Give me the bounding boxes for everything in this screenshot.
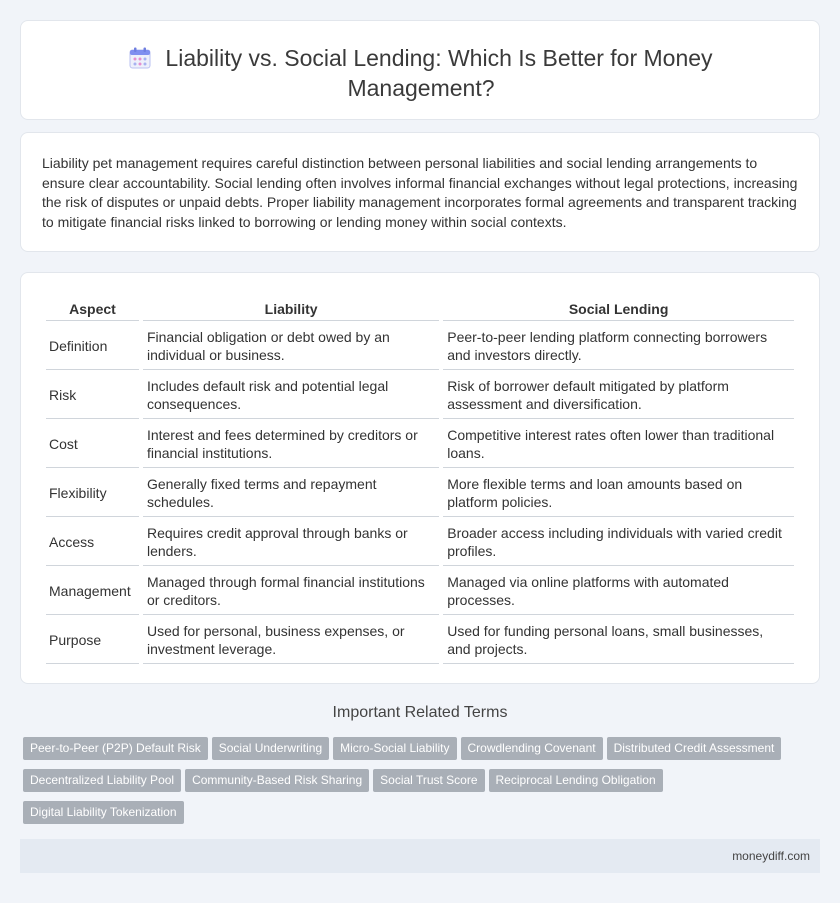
table-row <box>46 615 794 664</box>
liability-cell: Managed through formal financial institutions or creditors. <box>143 566 439 615</box>
page-title <box>21 43 821 103</box>
table-row <box>46 468 794 517</box>
aspect-cell: Purpose <box>46 615 139 664</box>
related-term-tag[interactable]: Crowdlending Covenant <box>461 737 603 760</box>
related-term-tag[interactable]: Social Underwriting <box>212 737 329 760</box>
comparison-table <box>42 295 798 664</box>
related-terms-list <box>23 737 803 833</box>
header-card <box>20 20 820 120</box>
liability-cell: Interest and fees determined by creditors or financial institutions. <box>143 419 439 468</box>
social-lending-cell: More flexible terms and loan amounts based on platform policies. <box>443 468 794 517</box>
related-term-tag[interactable]: Decentralized Liability Pool <box>23 769 181 792</box>
related-term-tag[interactable]: Digital Liability Tokenization <box>23 801 184 824</box>
related-term-tag[interactable]: Peer-to-Peer (P2P) Default Risk <box>23 737 208 760</box>
table-row <box>46 419 794 468</box>
related-term-tag[interactable]: Micro-Social Liability <box>333 737 456 760</box>
liability-cell: Requires credit approval through banks or lenders. <box>143 517 439 566</box>
related-term-tag[interactable]: Social Trust Score <box>373 769 484 792</box>
related-term-tag[interactable]: Distributed Credit Assessment <box>607 737 782 760</box>
aspect-cell: Access <box>46 517 139 566</box>
social-lending-cell: Peer-to-peer lending platform connecting borrowers and investors directly. <box>443 321 794 370</box>
intro-paragraph: Liability pet management requires careful distinction between personal liabilities and social lending arrangements to ensure clear accountability. Social lending often involves informal financial exchanges without legal protections, increasing the risk of disputes or unpaid debts. Proper liability management incorporates formal agreements and transparent tracking to mitigate financial risks linked to borrowing or lending money within social contexts. <box>42 155 798 230</box>
table-row <box>46 566 794 615</box>
related-term-tag[interactable]: Community-Based Risk Sharing <box>185 769 369 792</box>
footer-site-link[interactable]: moneydiff.com <box>732 849 810 863</box>
header-aspect: Aspect <box>46 295 139 321</box>
liability-cell: Includes default risk and potential legal consequences. <box>143 370 439 419</box>
comparison-card <box>20 272 820 684</box>
aspect-cell: Cost <box>46 419 139 468</box>
aspect-cell: Risk <box>46 370 139 419</box>
title-line-1: Liability vs. Social Lending: Which Is Better for Money <box>165 45 713 71</box>
social-lending-cell: Broader access including individuals with varied credit profiles. <box>443 517 794 566</box>
header-social-lending: Social Lending <box>443 295 794 321</box>
aspect-cell: Flexibility <box>46 468 139 517</box>
social-lending-cell: Managed via online platforms with automated processes. <box>443 566 794 615</box>
header-liability: Liability <box>143 295 439 321</box>
title-line-2: Management? <box>347 75 495 101</box>
table-row <box>46 370 794 419</box>
calendar-icon <box>129 46 151 68</box>
liability-cell: Financial obligation or debt owed by an individual or business. <box>143 321 439 370</box>
table-header-row <box>46 295 794 321</box>
intro-card <box>20 132 820 252</box>
table-row <box>46 321 794 370</box>
social-lending-cell: Competitive interest rates often lower than traditional loans. <box>443 419 794 468</box>
aspect-cell: Management <box>46 566 139 615</box>
table-row <box>46 517 794 566</box>
related-terms-title: Important Related Terms <box>332 704 508 721</box>
liability-cell: Generally fixed terms and repayment schedules. <box>143 468 439 517</box>
related-term-tag[interactable]: Reciprocal Lending Obligation <box>489 769 663 792</box>
aspect-cell: Definition <box>46 321 139 370</box>
liability-cell: Used for personal, business expenses, or investment leverage. <box>143 615 439 664</box>
social-lending-cell: Risk of borrower default mitigated by platform assessment and diversification. <box>443 370 794 419</box>
social-lending-cell: Used for funding personal loans, small businesses, and projects. <box>443 615 794 664</box>
footer <box>20 839 820 873</box>
